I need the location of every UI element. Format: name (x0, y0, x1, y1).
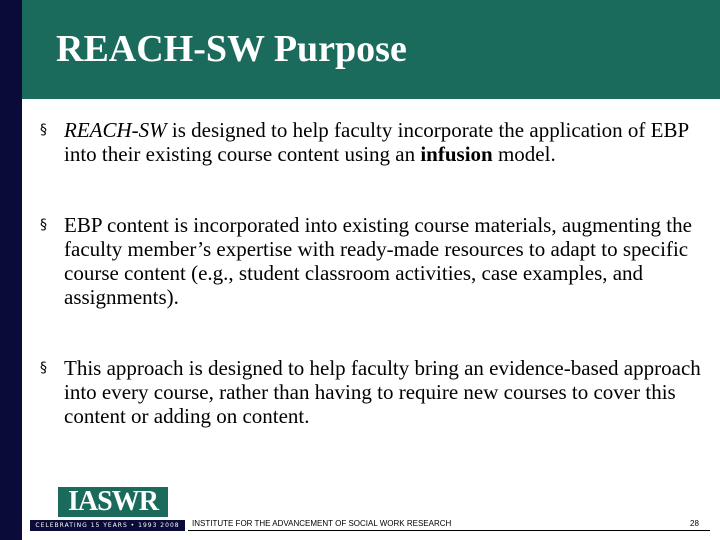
footer-divider (188, 530, 710, 531)
bullet-text: is designed to help faculty incorporate the application of EBP into their existing course content using an (64, 118, 689, 166)
bullet-list (40, 118, 705, 428)
bullet-marker-icon: § (40, 360, 47, 376)
bullet-item (40, 356, 705, 428)
iaswr-logo (30, 487, 185, 531)
bullet-text: model. (492, 142, 556, 166)
logo-wordmark: IASWR (58, 487, 168, 517)
bullet-marker-icon: § (40, 122, 47, 138)
bullet-text: EBP content is incorporated into existing course materials, augmenting the faculty member’s expertise with ready-made resources to adapt to specific course content (e.g., student classroom activities, case examples, and assignments). (64, 213, 692, 309)
slide-title: REACH-SW Purpose (56, 28, 407, 70)
bullet-bold-term: infusion (420, 142, 493, 166)
bullet-italic-lead: REACH-SW (64, 118, 167, 142)
left-accent-bar (0, 0, 22, 540)
title-band (22, 0, 720, 99)
page-number: 28 (690, 519, 699, 528)
bullet-item (40, 118, 705, 166)
bullet-marker-icon: § (40, 217, 47, 233)
logo-tagline: CELEBRATING 15 YEARS • 1993 2008 (30, 520, 185, 531)
bullet-item (40, 213, 705, 309)
footer-organization: INSTITUTE FOR THE ADVANCEMENT OF SOCIAL WORK RESEARCH (192, 519, 452, 528)
bullet-text: This approach is designed to help faculty bring an evidence-based approach into every course, rather than having to require new courses to cover this content or adding on content. (64, 356, 701, 428)
